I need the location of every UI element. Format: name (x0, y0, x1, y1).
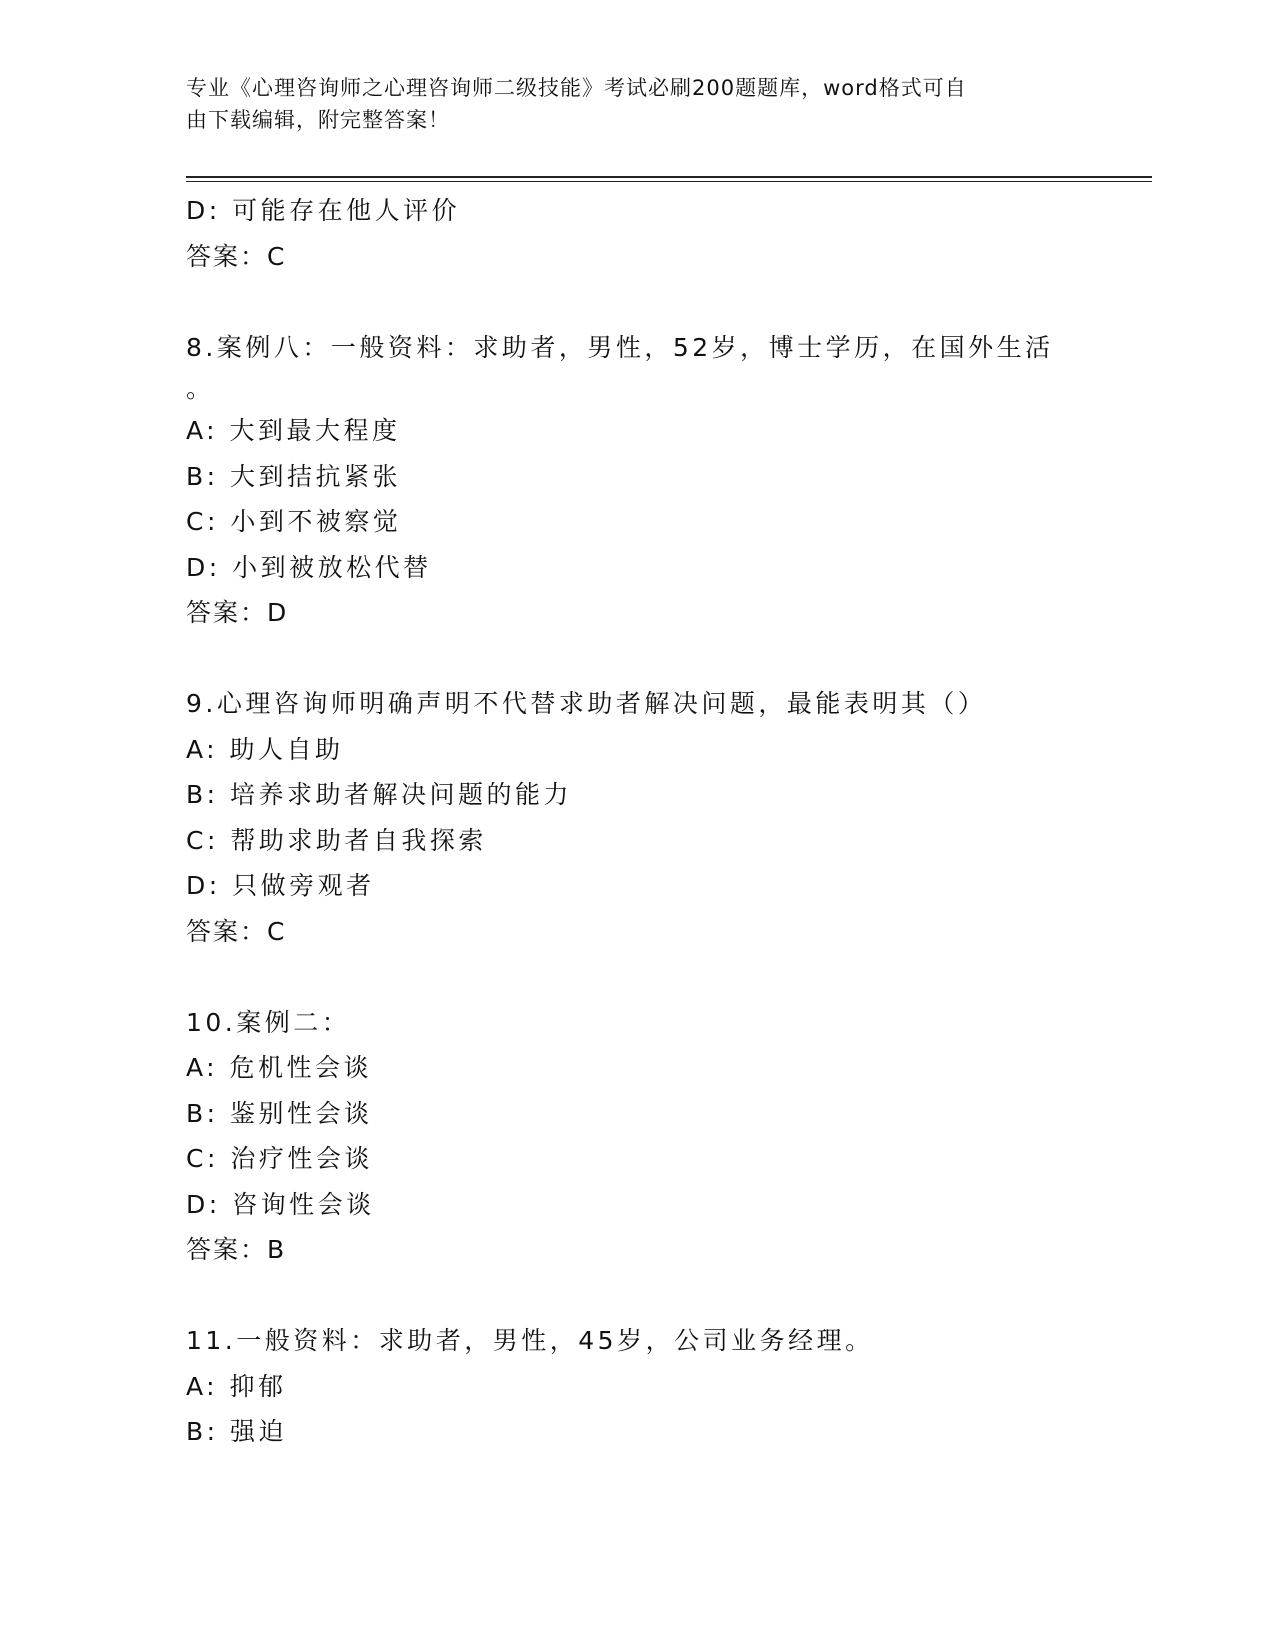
header-line-2: 由下载编辑，附完整答案！ (186, 108, 450, 132)
answer: 答案：C (186, 916, 287, 946)
header-divider-thin (186, 181, 1152, 182)
option-c: C: 小到不被察觉 (186, 507, 402, 536)
option-d: D: 咨询性会谈 (186, 1189, 375, 1219)
option-b: B: 鉴别性会谈 (186, 1098, 373, 1128)
option-a: A: 助人自助 (186, 734, 344, 764)
option-c: C: 帮助求助者自我探索 (186, 825, 487, 855)
option-a: A: 抑郁 (186, 1371, 287, 1401)
question-8 (186, 325, 1086, 636)
question-stem-continuation: 。 (186, 374, 215, 403)
option-d: D: 小到被放松代替 (186, 552, 432, 582)
option-b: B: 强迫 (186, 1417, 288, 1446)
question-stem: 8.案例八：一般资料：求助者，男性，52岁，博士学历，在国外生活 (186, 332, 1054, 362)
header-line-1: 专业《心理咨询师之心理咨询师二级技能》考试必刷200题题库，word格式可自 (186, 76, 967, 100)
option-a: A: 危机性会谈 (186, 1053, 373, 1082)
answer: 答案：B (186, 1235, 287, 1264)
option-c: C: 治疗性会谈 (186, 1144, 373, 1173)
document-header (186, 72, 1066, 136)
question-11 (186, 1318, 1086, 1455)
option-b: B: 大到拮抗紧张 (186, 461, 402, 491)
option-d: D: 可能存在他人评价 (186, 196, 461, 225)
question-9 (186, 681, 1086, 954)
question-stem: 9.心理咨询师明确声明不代替求助者解决问题，最能表明其（） (186, 689, 987, 718)
header-divider-thick (186, 176, 1152, 178)
document-body (186, 188, 1086, 1455)
option-d: D: 只做旁观者 (186, 871, 375, 900)
question-10 (186, 1000, 1086, 1273)
answer: 答案：D (186, 598, 289, 627)
option-b: B: 培养求助者解决问题的能力 (186, 780, 573, 809)
question-stem: 11.一般资料：求助者，男性，45岁，公司业务经理。 (186, 1326, 874, 1355)
option-a: A: 大到最大程度 (186, 416, 401, 445)
question-stem: 10.案例二： (186, 1007, 351, 1037)
previous-question-tail (186, 188, 1086, 279)
answer: 答案：C (186, 241, 287, 271)
